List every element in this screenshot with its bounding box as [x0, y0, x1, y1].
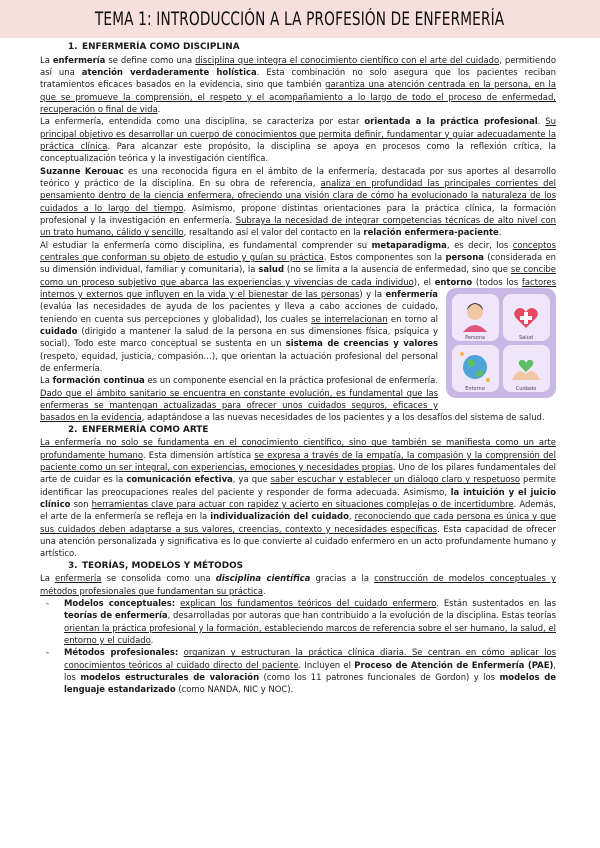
section-heading-2: 2. ENFERMERÍA COMO ARTE [68, 424, 209, 435]
section-heading-1: 1. ENFERMERÍA COMO DISCIPLINA [68, 42, 240, 52]
s3-list [40, 597, 556, 696]
section-heading-3: 3. TEORÍAS, MODELOS Y MÉTODOS [68, 560, 244, 571]
list-item-metodos: - Métodos profesionales: organizan y estructuran la práctica clínica diaria. Se centran en cómo aplicar los conocimientos teóricos al cuidado directo del paciente. Incluyen el Proceso de Atención de Enfermería (PAE), los modelos estructurales de valoración (como los 11 patrones funcionales de Gordon) y los modelos de lenguaje estandarizado (como NANDA, NIC y NOC). [46, 647, 557, 695]
section-3 [40, 560, 556, 696]
s2-paragraph-1: La enfermería no solo se fundamenta en el conocimiento científico, sino que también se manifiesta como un arte profundamente humano. Esta dimensión artística se expresa a través de la empatía, la compasión y la comprensión del paciente como un ser integral, con experiencias, emociones y necesidades propias. Uno de los pilares fundamentales del arte de cuidar es la comunicación efectiva, ya que saber escuchar y establecer un diálogo claro y respetuoso permite identificar las preocupaciones reales del paciente y responder de forma adecuada. Asimismo, la intuición y el juicio clínico son herramientas clave para actuar con rapidez y acierto en situaciones complejas o de incertidumbre. Además, el arte de la enfermería se refleja en la individualización del cuidado, reconociendo que cada persona es única y que sus cuidados deben adaptarse a sus valores, creencias, contexto y necesidades específicas. Esta capacidad de ofrecer una atención personalizada y significativa es lo que convierte al cuidado enfermero en un acto profundamente humano y artístico. [40, 437, 556, 559]
list-item-modelos: - Modelos conceptuales: explican los fundamentos teóricos del cuidado enfermero. Están sustentados en las teorías de enfermería, desarrolladas por autoras que han contribuido a la evolución de la disciplina. Estas teorías orientan la práctica profesional y la formación, estableciendo marcos de referencia sobre el ser humano, la salud, el entorno y el cuidado. [46, 597, 556, 645]
metaparadigm-illustration [446, 288, 556, 398]
section-2 [40, 424, 556, 560]
s3-paragraph-1: La enfermería se consolida como una disciplina científica gracias a la construcción de modelos conceptuales y métodos profesionales que fundamentan su práctica. [40, 573, 556, 596]
s1-paragraph-5: La formación continua es un componente esencial en la práctica profesional de enfermería. Dado que el ámbito sanitario se encuentra en constante evolución, es fundamental que las enfermeras se mantengan actualizadas para ofrecer unos cuidados seguros, eficaces y basados en la evidencia, adaptándose a las nuevas necesidades de los pacientes y a los desafíos del sistema de salud. [40, 375, 545, 423]
title-banner [0, 0, 600, 38]
label-salud: Salud [519, 335, 533, 342]
s1-paragraph-2: La enfermería, entendida como una disciplina, se caracteriza por estar orientada a la práctica profesional. Su principal objetivo es desarrollar un cuerpo de conocimientos que permita definir, fundamentar y guiar adecuadamente la práctica clínica. Para alcanzar este propósito, la disciplina se apoya en procesos como la reflexión crítica, la conceptualización teórica y la investigación científica. [40, 116, 556, 164]
label-persona: Persona [465, 335, 485, 342]
s1-paragraph-1: La enfermería se define como una disciplina que integra el conocimiento científico con el arte del cuidado, permitiendo así una atención verdaderamente holística. Esta combinación no solo asegura que los pacientes reciban tratamientos eficaces basados en la evidencia, sino que también garantiza una atención centrada en la persona, en la que se promueve la comprensión, el respeto y el acompañamiento a lo largo de todo el proceso de enfermedad, recuperación o final de vida. [40, 54, 556, 114]
section-1 [40, 41, 556, 424]
label-cuidado: Cuidado [515, 386, 537, 393]
page-title: TEMA 1: INTRODUCCIÓN A LA PROFESIÓN DE ENFERMERÍA [95, 8, 505, 30]
s1-paragraph-3: Suzanne Kerouac es una reconocida figura en el ámbito de la enfermería, destacada por sus aportes al desarrollo teórico y práctico de la disciplina. En su obra de referencia, analiza en profundidad las principales corrientes del pensamiento dentro de la ciencia enfermera, ofreciendo una visión clara de cómo ha evolucionado la naturaleza de los cuidados a lo largo del tiempo. Asimismo, propone distintas orientaciones para la práctica clínica, la formación profesional y la investigación en enfermería. Subraya la necesidad de integrar competencias técnicas de alto nivel con un trato humano, cálido y sencillo, resaltando así el valor del contacto en la relación enfermera-paciente. [40, 165, 557, 238]
label-entorno: Entorno [465, 386, 485, 393]
s1-paragraph-4: Al estudiar la enfermería como disciplina, es fundamental comprender su metaparadigma, es decir, los conceptos centrales que conforman su objeto de estudio y guían su práctica. Estos componentes son la persona (considerada en su dimensión individual, familiar y comunitaria), la salud (no se limita a la ausencia de enfermedad, sino que se concibe como un proceso subjetivo que abarca las experiencias y vivencias de cada individuo), el entorno (todos los factores internos y externos que influyen en la vida y el bienestar de las personas) y la Persona Salud Entorno Cuidado enfermería (evalúa las necesidades de ayuda de los pacientes y lleva a cabo acciones de cuidado, teniendo en cuenta sus percepciones y globalidad), los cuales se interrelacionan en torno al cuidado (dirigido a mantener la salud de la persona en sus dimensiones física, psíquica y social). Todo este marco conceptual se sustenta en un sistema de creencias y valores (respeto, equidad, justicia, compasión…), que orientan la actuación profesional del personal de enfermería. [40, 239, 556, 375]
